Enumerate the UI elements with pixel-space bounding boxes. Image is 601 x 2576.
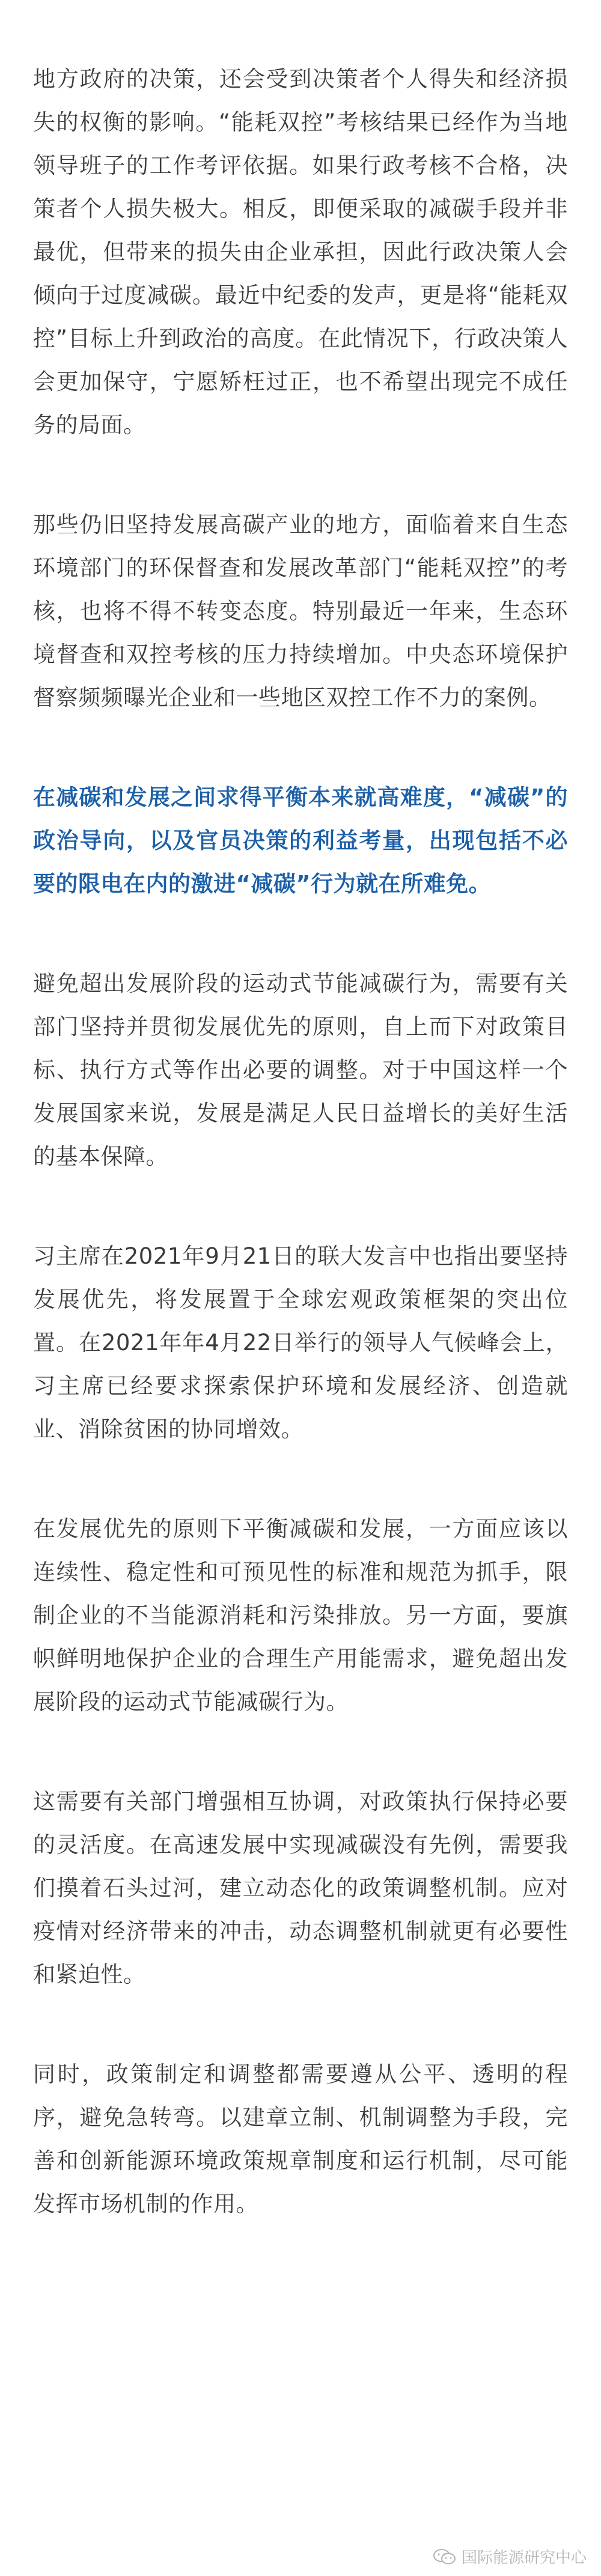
paragraph-4: 避免超出发展阶段的运动式节能减碳行为，需要有关部门坚持并贯彻发展优先的原则，自上而下对政策目标、执行方式等作出必要的调整。对于中国这样一个发展国家来说，发展是满足人民日益增长的美好生活的基本保障。: [33, 971, 568, 1169]
paragraph-1: 地方政府的决策，还会受到决策者个人得失和经济损失的权衡的影响。“能耗双控”考核结果已经作为当地领导班子的工作考评依据。如果行政考核不合格，决策者个人损失极大。相反，即便采取的减碳手段并非最优，但带来的损失由企业承担，因此行政决策人会倾向于过度减碳。最近中纪委的发声，更是将“能耗双控”目标上升到政治的高度。在此情况下，行政决策人会更加保守，宁愿矫枉过正，也不希望出现完不成任务的局面。: [33, 66, 568, 438]
paragraph-2: 那些仍旧坚持发展高碳产业的地方，面临着来自生态环境部门的环保督查和发展改革部门“能耗双控”的考核，也将不得不转变态度。特别最近一年来，生态环境督查和双控考核的压力持续增加。中央态环境保护督察频频曝光企业和一些地区双控工作不力的案例。: [33, 512, 568, 711]
paragraph-7: 这需要有关部门增强相互协调，对政策执行保持必要的灵活度。在高速发展中实现减碳没有先例，需要我们摸着石头过河，建立动态化的政策调整机制。应对疫情对经济带来的冲击，动态调整机制就更有必要性和紧迫性。: [33, 1789, 568, 1987]
paragraph-5: 习主席在2021年9月21日的联大发言中也指出要坚持发展优先，将发展置于全球宏观政策框架的突出位置。在2021年年4月22日举行的领导人气候峰会上，习主席已经要求探索保护环境和发展经济、创造就业、消除贫困的协同增效。: [33, 1243, 568, 1442]
wechat-icon: [433, 2548, 457, 2565]
article-body: [33, 58, 568, 2282]
paragraph-6: 在发展优先的原则下平衡减碳和发展，一方面应该以连续性、稳定性和可预见性的标准和规范为抓手，限制企业的不当能源消耗和污染排放。另一方面，要旗帜鲜明地保护企业的合理生产用能需求，避免超出发展阶段的运动式节能减碳行为。: [33, 1516, 568, 1715]
source-watermark: [433, 2545, 587, 2568]
watermark-text: 国际能源研究中心: [461, 2549, 587, 2567]
highlighted-paragraph: 在减碳和发展之间求得平衡本来就高难度，“减碳”的政治导向，以及官员决策的利益考量，出现包括不必要的限电在内的激进“减碳”行为就在所难免。: [33, 784, 568, 897]
paragraph-8: 同时，政策制定和调整都需要遵从公平、透明的程序，避免急转弯。以建章立制、机制调整为手段，完善和创新能源环境政策规章制度和运行机制，尽可能发挥市场机制的作用。: [33, 2061, 568, 2217]
